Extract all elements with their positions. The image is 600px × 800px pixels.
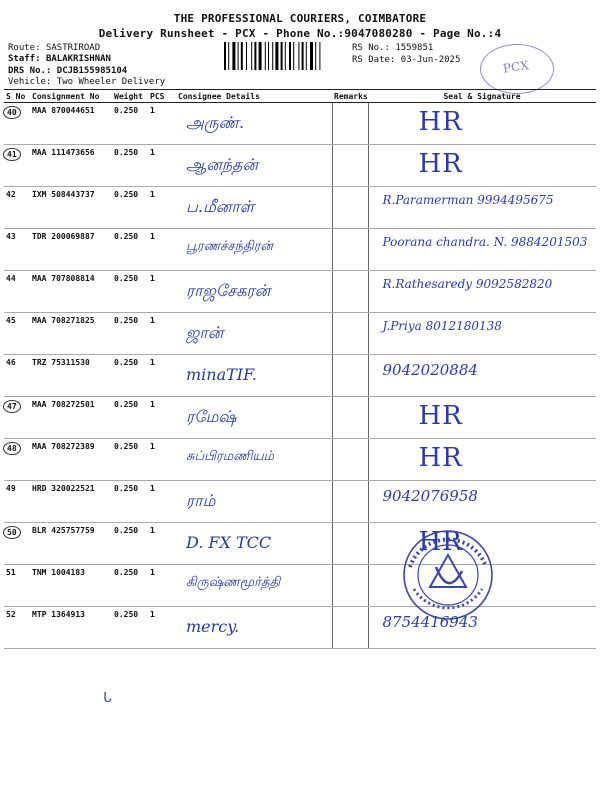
cell-weight: 0.250	[112, 229, 148, 271]
table-row	[4, 229, 596, 271]
cell-remarks	[332, 481, 368, 523]
cell-sno	[4, 607, 30, 649]
cell-pcs: 1	[148, 481, 176, 523]
cell-consignee	[176, 355, 332, 397]
cell-signature	[368, 313, 596, 355]
consignee-handwriting: பூரணச்சந்திரன்	[186, 239, 273, 254]
signature-handwriting: 9042076958	[382, 487, 478, 505]
cell-weight: 0.250	[112, 313, 148, 355]
cell-consignee	[176, 481, 332, 523]
cell-consignee	[176, 271, 332, 313]
consignee-handwriting: ஜான்	[186, 323, 224, 342]
barcode-bar	[241, 42, 243, 70]
rs-date-label: RS Date:	[352, 55, 396, 65]
consignee-handwriting: mercy.	[186, 617, 240, 636]
pen-mark: ᒐ	[103, 690, 112, 706]
barcode-bar	[306, 42, 307, 70]
barcode-bar	[254, 42, 256, 70]
barcode-bar	[228, 42, 229, 70]
cell-pcs: 1	[148, 187, 176, 229]
table-row	[4, 145, 596, 187]
cell-weight: 0.250	[112, 607, 148, 649]
signature-handwriting: Poorana chandra. N. 9884201503	[382, 235, 588, 249]
cell-sno	[4, 313, 30, 355]
drs-label: DRS No.:	[8, 66, 52, 76]
cell-signature	[368, 103, 596, 145]
cell-sno	[4, 355, 30, 397]
signature-handwriting: R.Rathesaredy 9092582820	[382, 277, 553, 291]
cell-consignment: TRZ 75311530	[30, 355, 112, 397]
barcode-bar	[224, 42, 226, 70]
cell-weight: 0.250	[112, 355, 148, 397]
cell-sno	[4, 271, 30, 313]
barcode-bar	[310, 42, 313, 70]
cell-weight: 0.250	[112, 439, 148, 481]
cell-signature	[368, 145, 596, 187]
consignee-handwriting: ராம்	[186, 491, 216, 510]
sno-text: 51	[6, 568, 16, 577]
cell-consignee	[176, 523, 332, 565]
rs-date-value: 03-Jun-2025	[400, 55, 461, 65]
consignee-handwriting: minaTIF.	[186, 365, 257, 384]
cell-pcs: 1	[148, 145, 176, 187]
cell-signature	[368, 355, 596, 397]
route-label: Route:	[8, 43, 41, 53]
cell-consignment: IXM 508443737	[30, 187, 112, 229]
rs-date-line	[352, 54, 460, 66]
cell-remarks	[332, 187, 368, 229]
cell-signature	[368, 439, 596, 481]
sno-text: 52	[6, 610, 16, 619]
cell-consignment: MAA 707808814	[30, 271, 112, 313]
sno-text: 49	[6, 484, 16, 493]
barcode-bar	[265, 42, 266, 70]
cell-remarks	[332, 439, 368, 481]
barcode-bar	[232, 42, 235, 70]
cell-pcs: 1	[148, 355, 176, 397]
cell-weight: 0.250	[112, 481, 148, 523]
signature-handwriting: 9042020884	[382, 361, 478, 379]
circled-sno: 41	[3, 148, 21, 161]
cell-sno	[4, 565, 30, 607]
cell-remarks	[332, 523, 368, 565]
barcode-bar	[272, 42, 273, 70]
sno-text: 46	[6, 358, 16, 367]
cell-consignment: HRD 320022521	[30, 481, 112, 523]
signature-handwriting: 8754416943	[382, 613, 478, 631]
table-row	[4, 187, 596, 229]
cell-signature	[368, 229, 596, 271]
barcode-image	[224, 42, 346, 70]
consignee-handwriting: ரமேஷ்	[186, 407, 237, 426]
rs-no-label: RS No.:	[352, 43, 390, 53]
table-row	[4, 523, 596, 565]
cell-pcs: 1	[148, 103, 176, 145]
cell-remarks	[332, 397, 368, 439]
cell-pcs: 1	[148, 271, 176, 313]
cell-remarks	[332, 565, 368, 607]
vehicle-label: Vehicle:	[8, 77, 52, 87]
barcode-bar	[275, 42, 278, 70]
cell-remarks	[332, 313, 368, 355]
cell-consignee	[176, 229, 332, 271]
hr-signature: HR	[418, 401, 463, 431]
rs-no-value: 1559851	[395, 43, 434, 53]
circled-sno: 48	[3, 442, 21, 455]
table-row	[4, 565, 596, 607]
col-signature: Seal & Signature	[368, 90, 596, 103]
hr-signature: HR	[418, 149, 463, 179]
cell-consignment: MTP 1364913	[30, 607, 112, 649]
col-consignee: Consignee Details	[176, 90, 332, 103]
cell-signature	[368, 481, 596, 523]
signature-handwriting: J.Priya 8012180138	[382, 319, 502, 333]
pcx-stamp	[480, 44, 554, 94]
route-value: SASTRIROAD	[45, 43, 101, 53]
cell-weight: 0.250	[112, 145, 148, 187]
pcx-stamp-text: PCX	[502, 58, 530, 76]
cell-consignment: MAA 708272501	[30, 397, 112, 439]
cell-sno	[4, 103, 30, 145]
barcode-bar	[319, 42, 320, 70]
consignee-handwriting: D. FX TCC	[186, 533, 272, 552]
cell-sno	[4, 145, 30, 187]
circled-sno: 50	[3, 526, 21, 539]
cell-consignee	[176, 565, 332, 607]
staff-line	[8, 53, 111, 65]
cell-sno	[4, 439, 30, 481]
runsheet-subtitle: Delivery Runsheet - PCX - Phone No.:9047080280 - Page No.:4	[98, 27, 502, 40]
drs-value: DCJB155985104	[56, 66, 128, 76]
cell-weight: 0.250	[112, 187, 148, 229]
cell-remarks	[332, 607, 368, 649]
barcode-bar	[298, 42, 299, 70]
cell-consignee	[176, 439, 332, 481]
cell-remarks	[332, 229, 368, 271]
cell-signature	[368, 271, 596, 313]
col-weight: Weight	[112, 90, 148, 103]
cell-weight: 0.250	[112, 271, 148, 313]
cell-consignee	[176, 313, 332, 355]
cell-pcs: 1	[148, 313, 176, 355]
barcode-bar	[246, 42, 247, 70]
cell-consignee	[176, 145, 332, 187]
barcode-bar	[268, 42, 269, 70]
cell-consignment: TNM 1004183	[30, 565, 112, 607]
table-row	[4, 481, 596, 523]
hr-signature: HR	[418, 527, 463, 557]
sno-text: 43	[6, 232, 16, 241]
company-title: THE PROFESSIONAL COURIERS, COIMBATORE	[173, 12, 427, 25]
cell-pcs: 1	[148, 229, 176, 271]
cell-consignment: MAA 708271825	[30, 313, 112, 355]
col-remarks: Remarks	[334, 91, 368, 101]
cell-weight: 0.250	[112, 523, 148, 565]
hr-signature: HR	[418, 107, 463, 137]
consignee-handwriting: சுப்பிரமணியம்	[186, 449, 275, 464]
vehicle-value: Two Wheeler Delivery	[56, 77, 166, 87]
table-row	[4, 439, 596, 481]
barcode-bar	[289, 42, 291, 70]
table-row	[4, 607, 596, 649]
cell-pcs: 1	[148, 397, 176, 439]
table-row	[4, 271, 596, 313]
barcode-bar	[302, 42, 304, 70]
consignee-handwriting: ஆனந்தன்	[186, 155, 258, 174]
barcode-bar	[293, 42, 294, 70]
cell-consignee	[176, 187, 332, 229]
table-header-row	[4, 90, 596, 103]
cell-consignment: MAA 111473656	[30, 145, 112, 187]
staff-value: BALAKRISHNAN	[45, 54, 111, 64]
table-row	[4, 103, 596, 145]
hr-signature: HR	[418, 443, 463, 473]
cell-consignment: TDR 200069887	[30, 229, 112, 271]
barcode-bar	[259, 42, 262, 70]
vehicle-line	[8, 76, 165, 88]
cell-consignment: BLR 425757759	[30, 523, 112, 565]
barcode-bar	[281, 42, 283, 70]
cell-consignee	[176, 397, 332, 439]
barcode-bar	[285, 42, 286, 70]
cell-weight: 0.250	[112, 103, 148, 145]
cell-remarks	[332, 355, 368, 397]
cell-consignment: MAA 870044651	[30, 103, 112, 145]
table-row	[4, 355, 596, 397]
cell-sno	[4, 229, 30, 271]
staff-label: Staff:	[8, 54, 41, 64]
col-sno: S No	[4, 90, 30, 103]
cell-weight: 0.250	[112, 565, 148, 607]
cell-pcs: 1	[148, 439, 176, 481]
consignee-handwriting: ராஜசேகரன்	[186, 281, 271, 300]
cell-consignment: MAA 708272389	[30, 439, 112, 481]
consignee-handwriting: அருண்.	[186, 113, 245, 132]
circled-sno: 47	[3, 400, 21, 413]
barcode-bar	[238, 42, 239, 70]
delivery-table	[4, 89, 596, 649]
consignee-handwriting: ப.மீனாள்	[186, 197, 255, 216]
signature-handwriting: R.Paramerman 9994495675	[382, 193, 554, 207]
barcode-bar	[315, 42, 316, 70]
cell-signature	[368, 187, 596, 229]
table-row	[4, 313, 596, 355]
cell-pcs: 1	[148, 607, 176, 649]
col-consignment: Consignment No	[30, 90, 112, 103]
col-pcs: PCS	[148, 90, 176, 103]
cell-signature	[368, 397, 596, 439]
barcode-bar	[251, 42, 252, 70]
cell-pcs: 1	[148, 565, 176, 607]
cell-consignee	[176, 607, 332, 649]
table-row	[4, 397, 596, 439]
cell-remarks	[332, 145, 368, 187]
cell-sno	[4, 481, 30, 523]
cell-weight: 0.250	[112, 397, 148, 439]
sno-text: 44	[6, 274, 16, 283]
cell-sno	[4, 523, 30, 565]
cell-sno	[4, 187, 30, 229]
cell-sno	[4, 397, 30, 439]
company-seal-image	[400, 527, 496, 623]
rs-no-line	[352, 42, 433, 54]
sno-text: 45	[6, 316, 16, 325]
sno-text: 42	[6, 190, 16, 199]
cell-remarks	[332, 271, 368, 313]
cell-consignee	[176, 103, 332, 145]
consignee-handwriting: கிருஷ்ணமூர்த்தி	[186, 575, 281, 590]
circled-sno: 40	[3, 106, 21, 119]
cell-remarks	[332, 103, 368, 145]
cell-pcs: 1	[148, 523, 176, 565]
